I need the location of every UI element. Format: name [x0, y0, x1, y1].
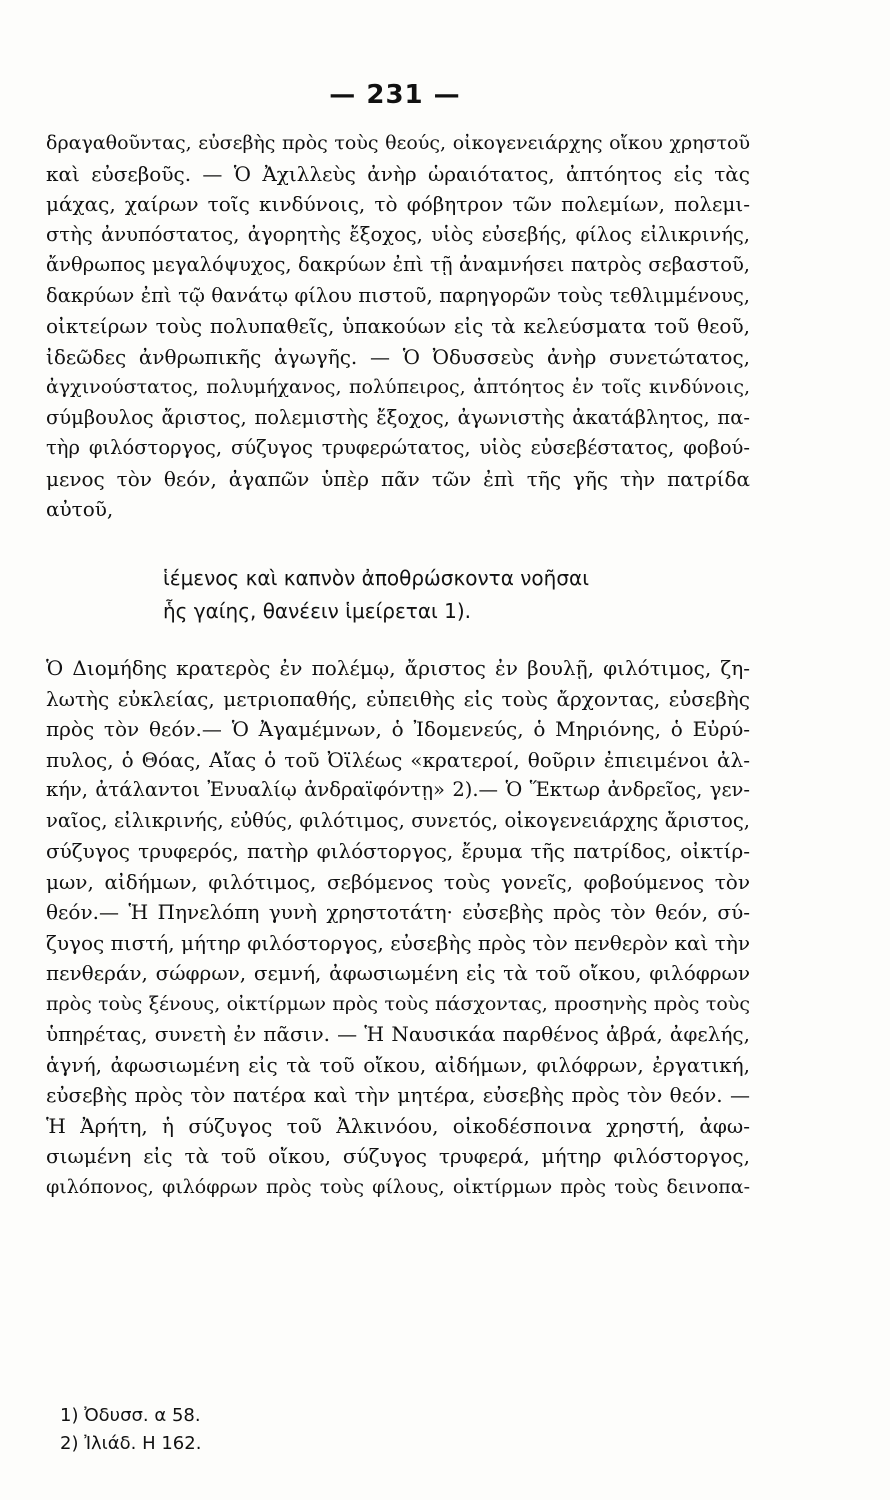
text-line: μενος τὸν θεόν, ἀγαπῶν ὑπὲρ πᾶν τῶν ἐπὶ τῆς γῆς τὴν πατρίδα: [46, 466, 750, 491]
page-number: — 231 —: [329, 80, 461, 110]
text-line: ζυγος πιστή, μήτηρ φιλόστοργος, εὐσεβὴς πρὸς τὸν πενθερὸν καὶ τὴν: [46, 930, 750, 955]
text-line: ἰδεῶδες ἀνθρωπικῆς ἀγωγῆς. — Ὁ Ὀδυσσεὺς ἀνὴρ συνετώτατος,: [46, 344, 750, 369]
footnote: 1) Ὀδυσσ. α 58.: [60, 1405, 201, 1426]
text-line: πρὸς τοὺς ξένους, οἰκτίρμων πρὸς τοὺς πάσχοντας, προσηνὴς πρὸς τοὺς: [46, 992, 750, 1015]
verse-line: ἧς γαίης, θανέειν ἱμείρεται 1).: [163, 599, 472, 623]
paragraph-1: [46, 128, 750, 525]
text-line: οἰκτείρων τοὺς πολυπαθεῖς, ὑπακούων εἰς τὰ κελεύσματα τοῦ θεοῦ,: [46, 314, 750, 338]
text-line: ναῖος, εἰλικρινής, εὐθύς, φιλότιμος, συνετός, οἰκογενειάρχης ἄριστος,: [46, 808, 750, 832]
text-line: δραγαθοῦντας, εὐσεβὴς πρὸς τοὺς θεούς, οἰκογενειάρχης οἴκου χρηστοῦ: [46, 132, 750, 154]
text-line: δακρύων ἐπὶ τῷ θανάτῳ φίλου πιστοῦ, παρηγορῶν τοὺς τεθλιμμένους,: [46, 283, 750, 307]
text-line: ὑπηρέτας, συνετὴ ἐν πᾶσιν. — Ἡ Ναυσικάα παρθένος ἀβρά, ἀφελής,: [46, 1022, 750, 1046]
text-line: τὴρ φιλόστοργος, σύζυγος τρυφερώτατος, υἱὸς εὐσεβέστατος, φοβού-: [46, 436, 750, 459]
text-line: ἄνθρωπος μεγαλόψυχος, δακρύων ἐπὶ τῇ ἀναμνήσει πατρὸς σεβαστοῦ,: [46, 253, 750, 276]
text-line: σύζυγος τρυφερός, πατὴρ φιλόστοργος, ἔρυμα τῆς πατρίδος, οἰκτίρ-: [46, 839, 750, 863]
text-line: αὐτοῦ,: [46, 497, 114, 521]
paragraph-2: [46, 653, 750, 1202]
verse-quotation: [163, 562, 589, 628]
text-line: λωτὴς εὐκλείας, μετριοπαθής, εὐπειθὴς εἰς τοὺς ἄρχοντας, εὐσεβὴς: [46, 686, 750, 711]
footnotes: [60, 1402, 201, 1458]
text-line: μων, αἰδήμων, φιλότιμος, σεβόμενος τοὺς γονεῖς, φοβούμενος τὸν: [46, 869, 750, 894]
text-line: σιωμένη εἰς τὰ τοῦ οἴκου, σύζυγος τρυφερά, μήτηρ φιλόστοργος,: [46, 1144, 750, 1168]
text-line: μάχας, χαίρων τοῖς κινδύνοις, τὸ φόβητρον τῶν πολεμίων, πολεμι-: [46, 192, 750, 216]
footnote: 2) Ἰλιάδ. Η 162.: [60, 1433, 202, 1454]
text-line: ἁγνή, ἀφωσιωμένη εἰς τὰ τοῦ οἴκου, αἰδήμων, φιλόφρων, ἐργατική,: [46, 1052, 750, 1077]
text-line: θεόν.— Ἡ Πηνελόπη γυνὴ χρηστοτάτη· εὐσεβὴς πρὸς τὸν θεόν, σύ-: [46, 900, 750, 924]
text-line: ἀγχινούστατος, πολυμήχανος, πολύπειρος, ἀπτόητος ἐν τοῖς κινδύνοις,: [46, 376, 750, 398]
text-line: Ὁ Διομήδης κρατερὸς ἐν πολέμῳ, ἄριστος ἐν βουλῇ, φιλότιμος, ζη-: [46, 656, 750, 680]
text-line: κήν, ἀτάλαντοι Ἐνυαλίῳ ἀνδραϊφόντῃ» 2).— Ὁ Ἕκτωρ ἀνδρεῖος, γεν-: [46, 778, 750, 801]
text-line: πρὸς τὸν θεόν.— Ὁ Ἀγαμέμνων, ὁ Ἰδομενεύς, ὁ Μηριόνης, ὁ Εὐρύ-: [46, 717, 750, 741]
text-line: σύμβουλος ἄριστος, πολεμιστὴς ἔξοχος, ἀγωνιστὴς ἀκατάβλητος, πα-: [46, 405, 750, 429]
text-line: Ἡ Ἀρήτη, ἡ σύζυγος τοῦ Ἀλκινόου, οἰκοδέσποινα χρηστή, ἀφω-: [46, 1113, 750, 1138]
verse-line: ἱέμενος καὶ καπνὸν ἀποθρώσκοντα νοῆσαι: [163, 566, 589, 590]
text-line: στὴς ἀνυπόστατος, ἀγορητὴς ἔξοχος, υἱὸς εὐσεβής, φίλος εἰλικρινής,: [46, 222, 750, 246]
text-line: εὐσεβὴς πρὸς τὸν πατέρα καὶ τὴν μητέρα, εὐσεβὴς πρὸς τὸν θεόν. —: [46, 1083, 750, 1107]
text-line: φιλόπονος, φιλόφρων πρὸς τοὺς φίλους, οἰκτίρμων πρὸς τοὺς δεινοπα-: [46, 1175, 750, 1198]
text-line: πυλος, ὁ Θόας, Αἴας ὁ τοῦ Ὀϊλέως «κρατεροί, θοῦριν ἐπιειμένοι ἀλ-: [46, 747, 750, 772]
text-line: καὶ εὐσεβοῦς. — Ὁ Ἀχιλλεὺς ἀνὴρ ὡραιότατος, ἀπτόητος εἰς τὰς: [46, 161, 750, 186]
text-line: πενθεράν, σώφρων, σεμνή, ἀφωσιωμένη εἰς τὰ τοῦ οἴκου, φιλόφρων: [46, 961, 750, 985]
